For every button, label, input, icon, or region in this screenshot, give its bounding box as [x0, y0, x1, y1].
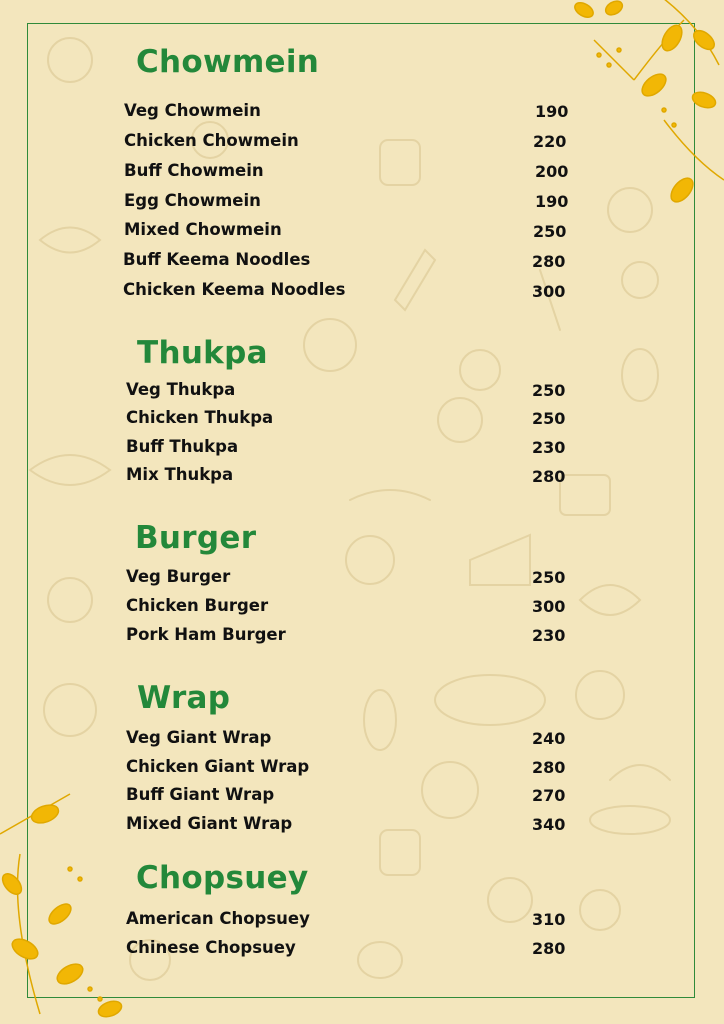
leaf-decoration-top-right — [564, 0, 724, 250]
menu-item-price: 300 — [532, 282, 566, 301]
menu-item-price: 340 — [532, 815, 566, 834]
section-title-burger: Burger — [135, 520, 257, 556]
menu-item-name: Buff Keema Noodles — [123, 250, 311, 269]
menu-item-name: Veg Chowmein — [124, 101, 261, 120]
menu-item-price: 250 — [532, 568, 566, 587]
menu-item-name: Mix Thukpa — [126, 465, 234, 484]
menu-item-name: Mixed Giant Wrap — [126, 814, 293, 833]
menu-item-name: Chicken Giant Wrap — [126, 757, 310, 776]
menu-item-name: American Chopsuey — [126, 909, 310, 928]
menu-item-price: 190 — [535, 192, 569, 211]
menu-item-price: 300 — [532, 597, 566, 616]
menu-item-name: Chicken Burger — [126, 596, 269, 615]
section-title-thukpa: Thukpa — [137, 335, 268, 371]
menu-item-price: 230 — [532, 626, 566, 645]
menu-item-price: 220 — [533, 132, 567, 151]
menu-item-price: 200 — [535, 162, 569, 181]
menu-item-name: Egg Chowmein — [124, 191, 261, 210]
menu-item-price: 270 — [532, 786, 566, 805]
menu-item-price: 250 — [532, 409, 566, 428]
menu-item-price: 240 — [532, 729, 566, 748]
menu-item-price: 280 — [532, 758, 566, 777]
menu-item-name: Chicken Thukpa — [126, 408, 274, 427]
menu-item-price: 280 — [532, 939, 566, 958]
menu-item-price: 280 — [532, 252, 566, 271]
section-title-chopsuey: Chopsuey — [136, 860, 309, 896]
menu-item-price: 250 — [532, 381, 566, 400]
menu-item-price: 250 — [533, 222, 567, 241]
menu-item-name: Buff Thukpa — [126, 437, 239, 456]
menu-item-name: Mixed Chowmein — [124, 220, 282, 239]
menu-item-name: Chicken Chowmein — [124, 131, 299, 150]
menu-item-name: Veg Burger — [126, 567, 231, 586]
menu-item-name: Chinese Chopsuey — [126, 938, 296, 957]
menu-item-price: 230 — [532, 438, 566, 457]
leaf-decoration-bottom-left — [0, 774, 140, 1024]
menu-item-name: Buff Giant Wrap — [126, 785, 275, 804]
menu-item-name: Veg Thukpa — [126, 380, 236, 399]
menu-item-name: Pork Ham Burger — [126, 625, 286, 644]
menu-item-name: Chicken Keema Noodles — [123, 280, 346, 299]
menu-item-price: 310 — [532, 910, 566, 929]
menu-item-price: 190 — [535, 102, 569, 121]
section-title-chowmein: Chowmein — [136, 44, 320, 80]
section-title-wrap: Wrap — [137, 680, 231, 716]
menu-item-name: Buff Chowmein — [124, 161, 264, 180]
menu-item-name: Veg Giant Wrap — [126, 728, 272, 747]
menu-item-price: 280 — [532, 467, 566, 486]
